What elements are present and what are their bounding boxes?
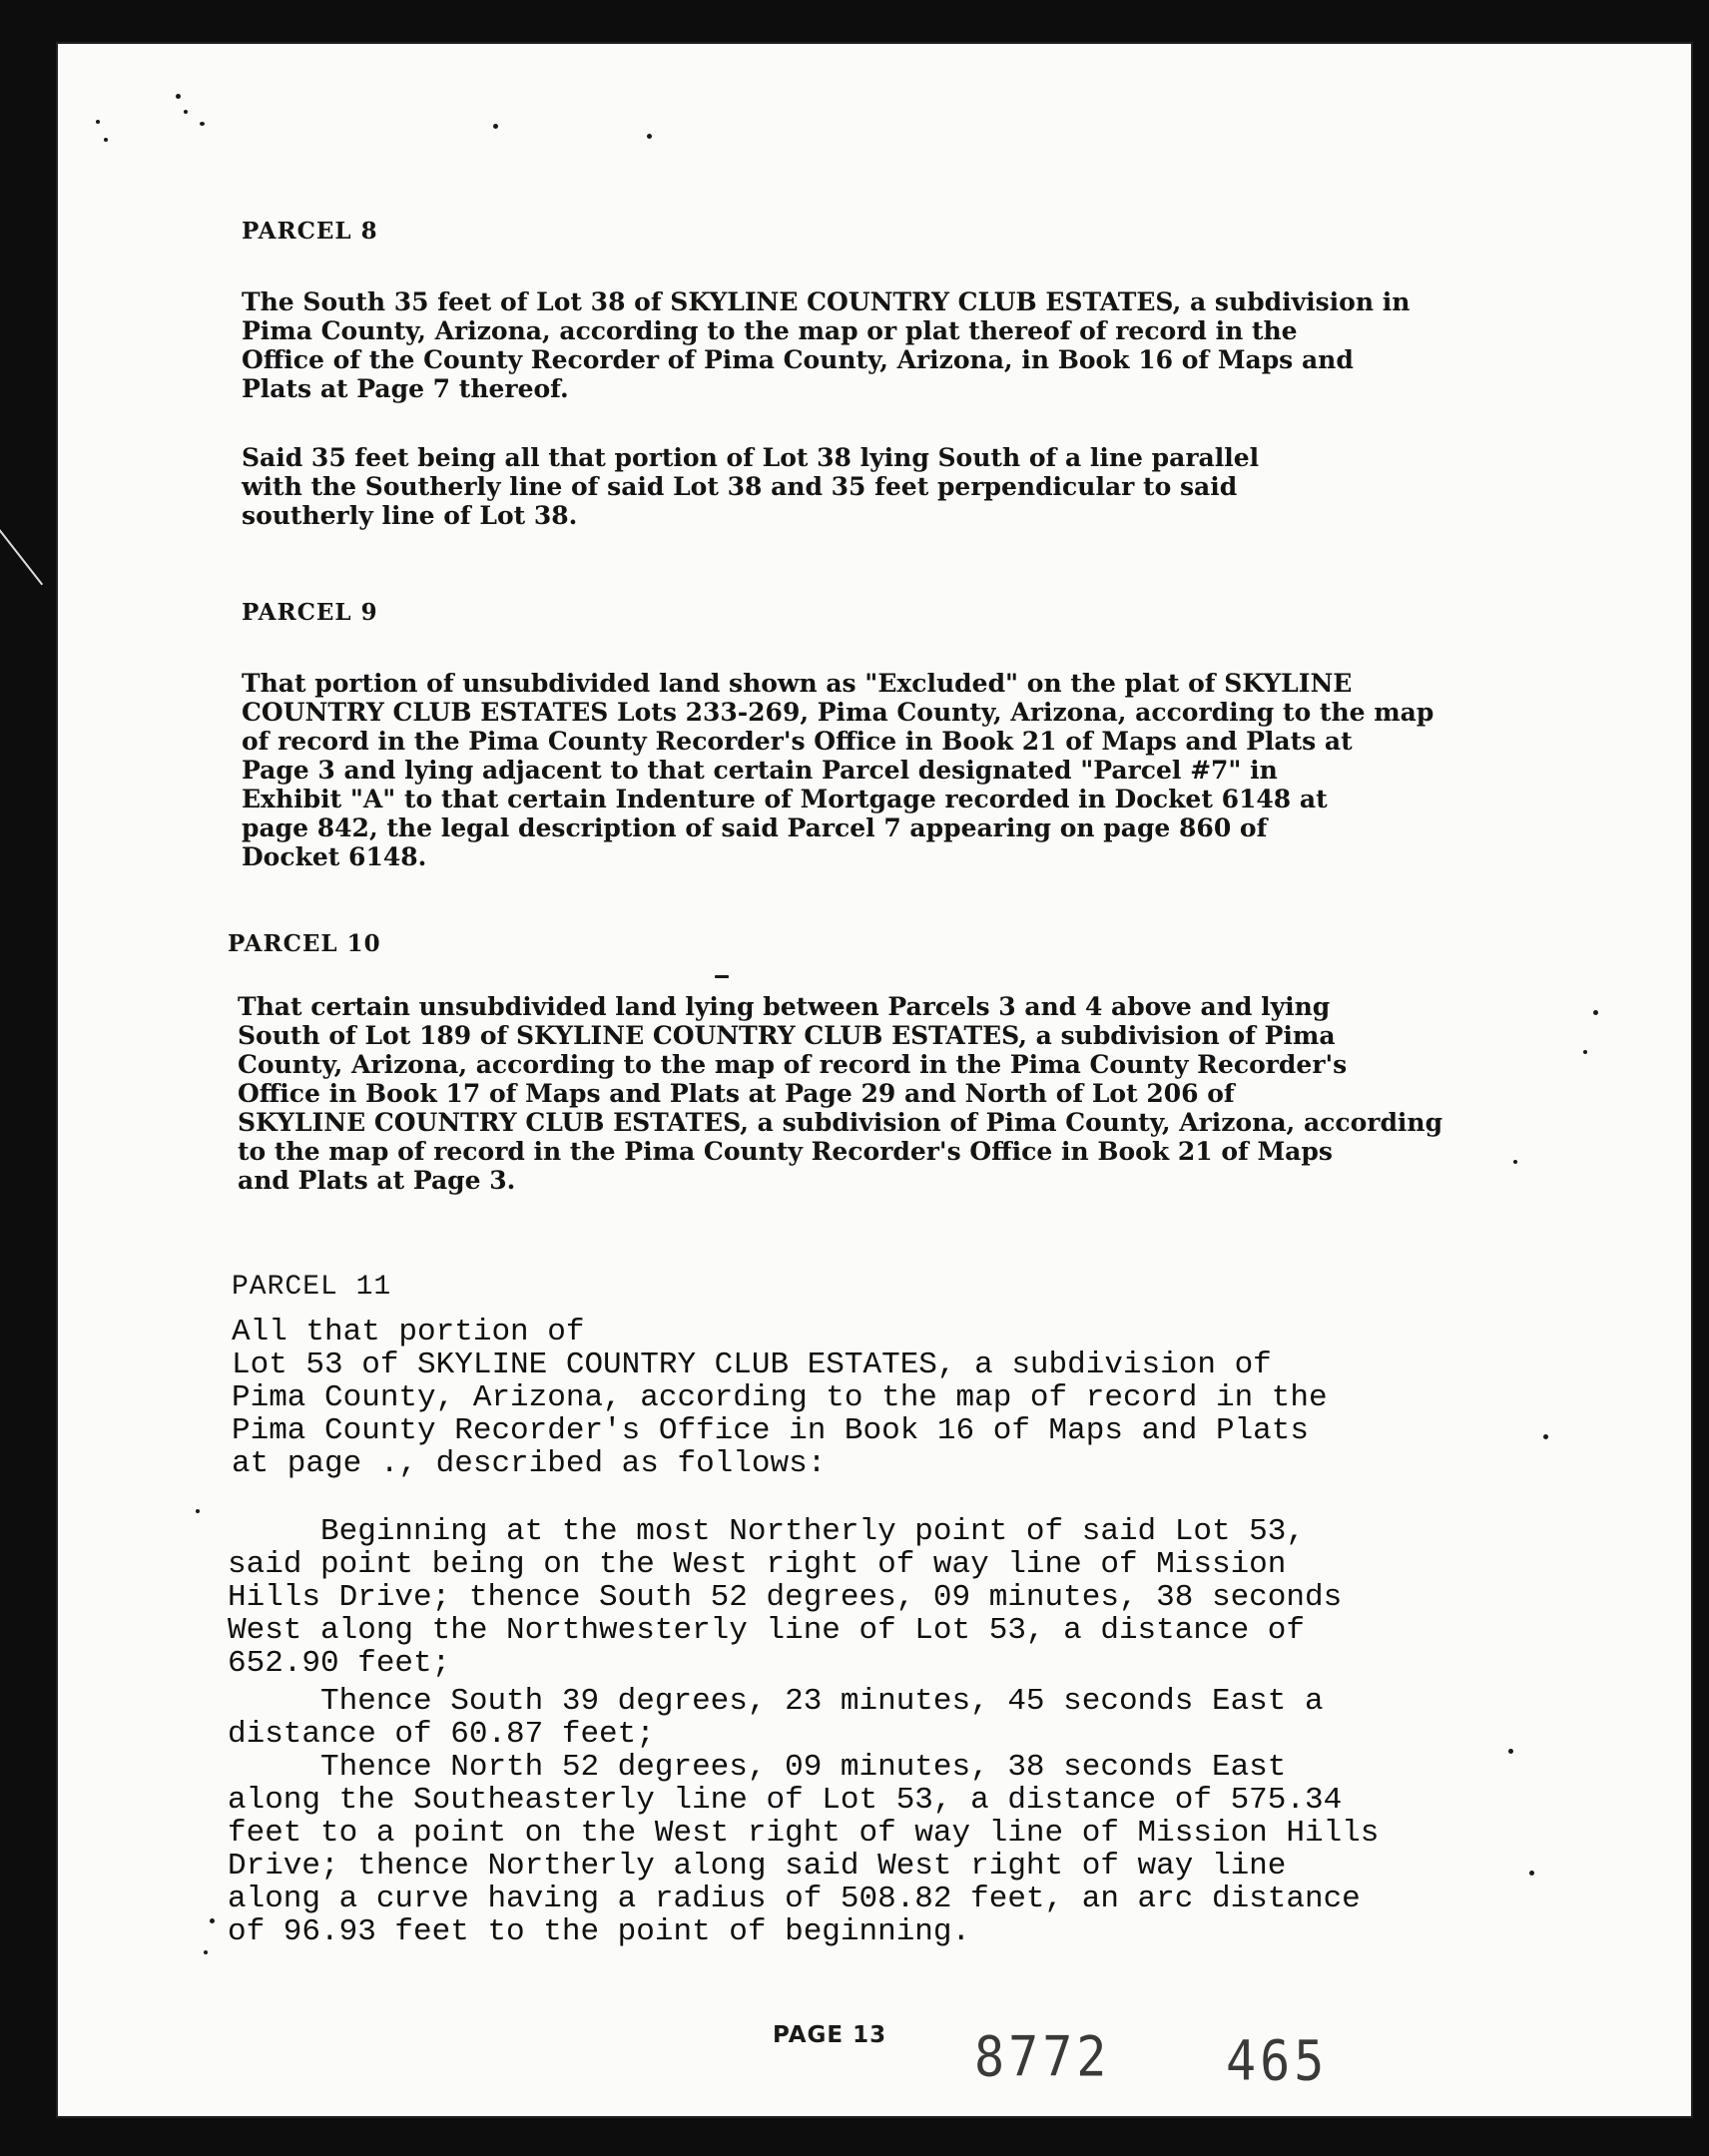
parcel-paragraph: That certain unsubdivided land lying between Parcels 3 and 4 above and lying South of Lot 189 of SKYLINE COUNTRY CLUB ESTATES, a subdivision of Pima County, Arizona, according to the map of record in the Pima County Recorder's Office in Book 17 of Maps and Plats at Page 29 and North of Lot 206 of SKYLINE COUNTRY CLUB ESTATES, a subdivision of Pima County, Arizona, according to the map of record in the Pima County Recorder's Office in Book 21 of Maps and Plats at Page 3. bbox=[238, 992, 1443, 1195]
scan-speck bbox=[647, 134, 652, 139]
scan-speck bbox=[184, 110, 188, 114]
scan-artifact-line bbox=[0, 529, 43, 585]
parcel-heading: PARCEL 11 bbox=[232, 1272, 392, 1303]
scan-speck bbox=[104, 138, 108, 142]
scan-speck bbox=[176, 94, 181, 99]
parcel-heading: PARCEL 8 bbox=[242, 218, 378, 245]
parcel-paragraph: That portion of unsubdivided land shown as "Excluded" on the plat of SKYLINE COUNTRY CLUB ESTATES Lots 233-269, Pima County, Arizona, according to the map of record in the Pima County Recorder's Office in Book 21 of Maps and Plats at Page 3 and lying adjacent to that certain Parcel designated "Parcel #7" in Exhibit "A" to that certain Indenture of Mortgage recorded in Docket 6148 at page 842, the legal description of said Parcel 7 appearing on page 860 of Docket 6148. bbox=[242, 669, 1434, 871]
scan-speck bbox=[196, 1509, 200, 1513]
scan-speck bbox=[1593, 1010, 1598, 1015]
scan-speck bbox=[1583, 1050, 1587, 1054]
parcel-paragraph: Said 35 feet being all that portion of Lot 38 lying South of a line parallel with the Southerly line of said Lot 38 and 35 feet perpendicular to said southerly line of Lot 38. bbox=[242, 443, 1260, 530]
parcel-paragraph: Thence South 39 degrees, 23 minutes, 45 seconds East a distance of 60.87 feet; bbox=[228, 1684, 1324, 1752]
parcel-paragraph: Thence North 52 degrees, 09 minutes, 38 seconds East along the Southeasterly line of Lot 53, a distance of 575.34 feet to a point on the West right of way line of Mission Hills Drive; thence Northerly along said West right of way line along a curve having a radius of 508.82 feet, an arc distance of 96.93 feet to the point of beginning. bbox=[228, 1750, 1380, 1949]
scan-speck bbox=[1529, 1871, 1534, 1876]
scan-speck bbox=[96, 120, 100, 124]
recorder-stamp-page: 465 bbox=[1226, 2029, 1329, 2093]
scan-speck bbox=[1513, 1160, 1517, 1164]
scan-speck bbox=[1508, 1749, 1513, 1754]
parcel-paragraph: The South 35 feet of Lot 38 of SKYLINE COUNTRY CLUB ESTATES, a subdivision in Pima County, Arizona, according to the map or plat thereof of record in the Office of the County Recorder of Pima County, Arizona, in Book 16 of Maps and Plats at Page 7 thereof. bbox=[242, 287, 1411, 403]
scan-speck bbox=[493, 124, 498, 129]
scan-speck bbox=[204, 1950, 208, 1954]
parcel-paragraph: Beginning at the most Northerly point of said Lot 53, said point being on the West right of way line of Mission Hills Drive; thence South 52 degrees, 09 minutes, 38 seconds West along the Northwesterly line of Lot 53, a distance of 652.90 feet; bbox=[228, 1514, 1343, 1681]
parcel-heading: PARCEL 9 bbox=[242, 599, 378, 626]
parcel-heading: PARCEL 10 bbox=[228, 930, 381, 957]
recorder-stamp-docket: 8772 bbox=[974, 2025, 1111, 2089]
scan-speck bbox=[715, 975, 729, 978]
document-sheet bbox=[56, 42, 1693, 2118]
scan-speck bbox=[1543, 1434, 1548, 1439]
page-number: PAGE 13 bbox=[773, 2022, 887, 2048]
scan-speck bbox=[200, 122, 205, 126]
parcel-paragraph: All that portion of Lot 53 of SKYLINE COUNTRY CLUB ESTATES, a subdivision of Pima County, Arizona, according to the map of record in the Pima County Recorder's Office in Book 16 of Maps and Plats at page ., described as follows: bbox=[232, 1315, 1328, 1481]
scan-speck bbox=[210, 1918, 215, 1923]
